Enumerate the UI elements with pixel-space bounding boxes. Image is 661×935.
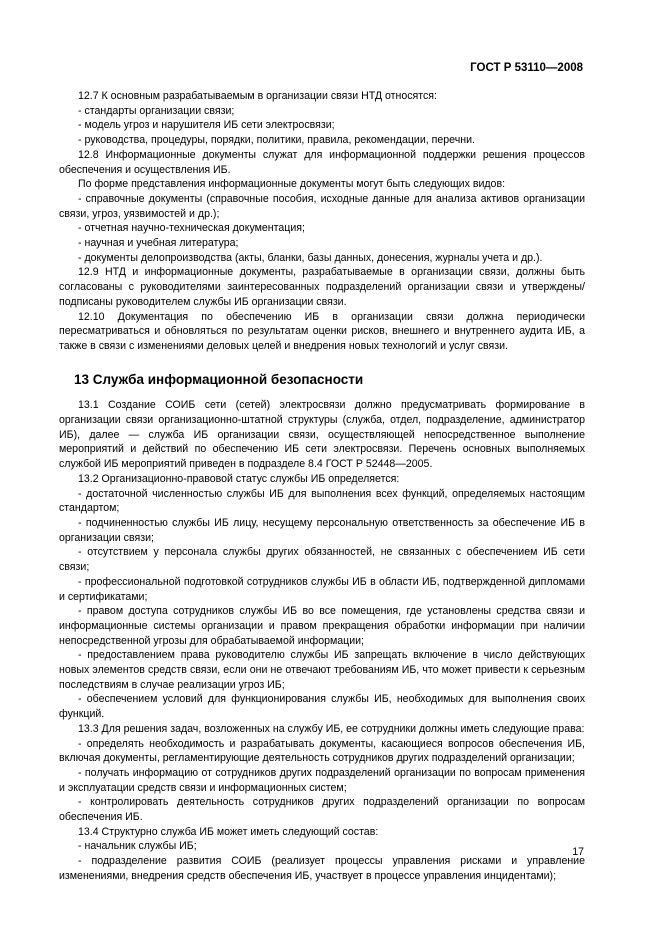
section-13-heading: 13 Служба информационной безопасности [74,371,364,387]
list-item: - отсутствием у персонала службы других обязанностей, не связанных с обеспечением ИБ сети связи; [59,546,585,574]
list-item: - определять необходимость и разрабатывать документы, касающиеся вопросов обеспечения ИБ, включая документы, регламентирующие деятельность сотрудников других подразделений организации; [59,737,585,765]
list-item: - отчетная научно-техническая документация; [78,222,305,235]
list-item: - профессиональной подготовкой сотрудников службы ИБ в области ИБ, подтвержденной дипломами и сертификатами; [59,575,585,603]
paragraph: 13.1 Создание СОИБ сети (сетей) электросвязи должно предусматривать формирование в организации связи организационно-штатной структуры (служба, отдел, подразделение, администратор ИБ), далее — служба ИБ организации связи, осуществляющей непосредственное выполнение мероприятий и действий по обеспечению ИБ сети электросвязи. Перечень основных выполняемых службой ИБ мероприятий приведен в подразделе 8.4 ГОСТ Р 52448—2005. [59,399,585,471]
list-item: - подразделение развития СОИБ (реализует процессы управления рисками и управление изменениями, внедрения средств обеспечения ИБ, участвует в процессе управления инцидентами); [59,855,585,882]
list-item: - предоставлением права руководителю службы ИБ запрещать включение в число действующих новых элементов средств связи, если они не отвечают требованиям ИБ, что может привести к серьезным последствиям в случае реализации угроз ИБ; [59,649,585,691]
list-item: - руководства, процедуры, порядки, политики, правила, рекомендации, перечни. [78,134,475,147]
page-number: 17 [572,846,584,858]
paragraph: 12.10 Документация по обеспечению ИБ в организации связи должна периодически пересматриваться и обновляться по результатам оценки рисков, внешнего и внутреннего аудита ИБ, а также в связи с изменениями деловых целей и внедрения новых технологий и услуг связи. [59,310,585,352]
page-body [59,89,585,884]
paragraph: 12.9 НТД и информационные документы, разрабатываемые в организации связи, должны быть согласованы с руководителями заинтересованных подразделений организации связи и утверждены/подписаны руководителем службы ИБ организации связи. [59,266,585,308]
section-12-continued [59,89,585,354]
list-item: - научная и учебная литература; [78,237,239,250]
paragraph: По форме представления информационные документы могут быть следующих видов: [78,178,506,191]
paragraph: 13.3 Для решения задач, возложенных на службу ИБ, ее сотрудники должны иметь следующие права: [78,722,585,735]
document-header: ГОСТ Р 53110—2008 [470,62,583,74]
paragraph: 13.2 Организационно-правовой статус службы ИБ определяется: [78,472,400,485]
list-item: - начальник службы ИБ; [78,840,197,853]
section-13-body [59,398,585,883]
paragraph: 12.8 Информационные документы служат для информационной поддержки решения процессов обеспечения и осуществления ИБ. [59,148,585,176]
list-item: - документы делопроизводства (акты, бланки, базы данных, донесения, журналы учета и др.). [78,251,543,264]
paragraph: 12.7 К основным разрабатываемым в организации связи НТД относятся: [78,90,437,102]
list-item: - достаточной численностью службы ИБ для выполнения всех функций, определяемых настоящим стандартом; [59,487,585,515]
list-item: - контролировать деятельность сотрудников других подразделений организации по вопросам обеспечения ИБ. [59,796,585,824]
list-item: - получать информацию от сотрудников других подразделений организации по вопросам применения и эксплуатации средств связи и информационных систем; [59,766,585,794]
list-item: - справочные документы (справочные пособия, исходные данные для анализа активов организации связи, угроз, уязвимостей и др.); [59,192,585,220]
list-item: - стандарты организации связи; [78,104,235,117]
list-item: - подчиненностью службы ИБ лицу, несущему персональную ответственность за обеспечение ИБ в организации связи; [59,516,585,544]
list-item: - правом доступа сотрудников службы ИБ во все помещения, где установлены средства связи и информационные системы организации и правом прекращения обработки информации при наличии непосредственной угрозы для обрабатываемой информации; [59,605,585,647]
list-item: - модель угроз и нарушителя ИБ сети электросвязи; [78,119,335,132]
paragraph: 13.4 Структурно служба ИБ может иметь следующий состав: [78,825,379,838]
list-item: - обеспечением условий для функционирования службы ИБ, необходимых для выполнения своих функций. [59,693,585,721]
